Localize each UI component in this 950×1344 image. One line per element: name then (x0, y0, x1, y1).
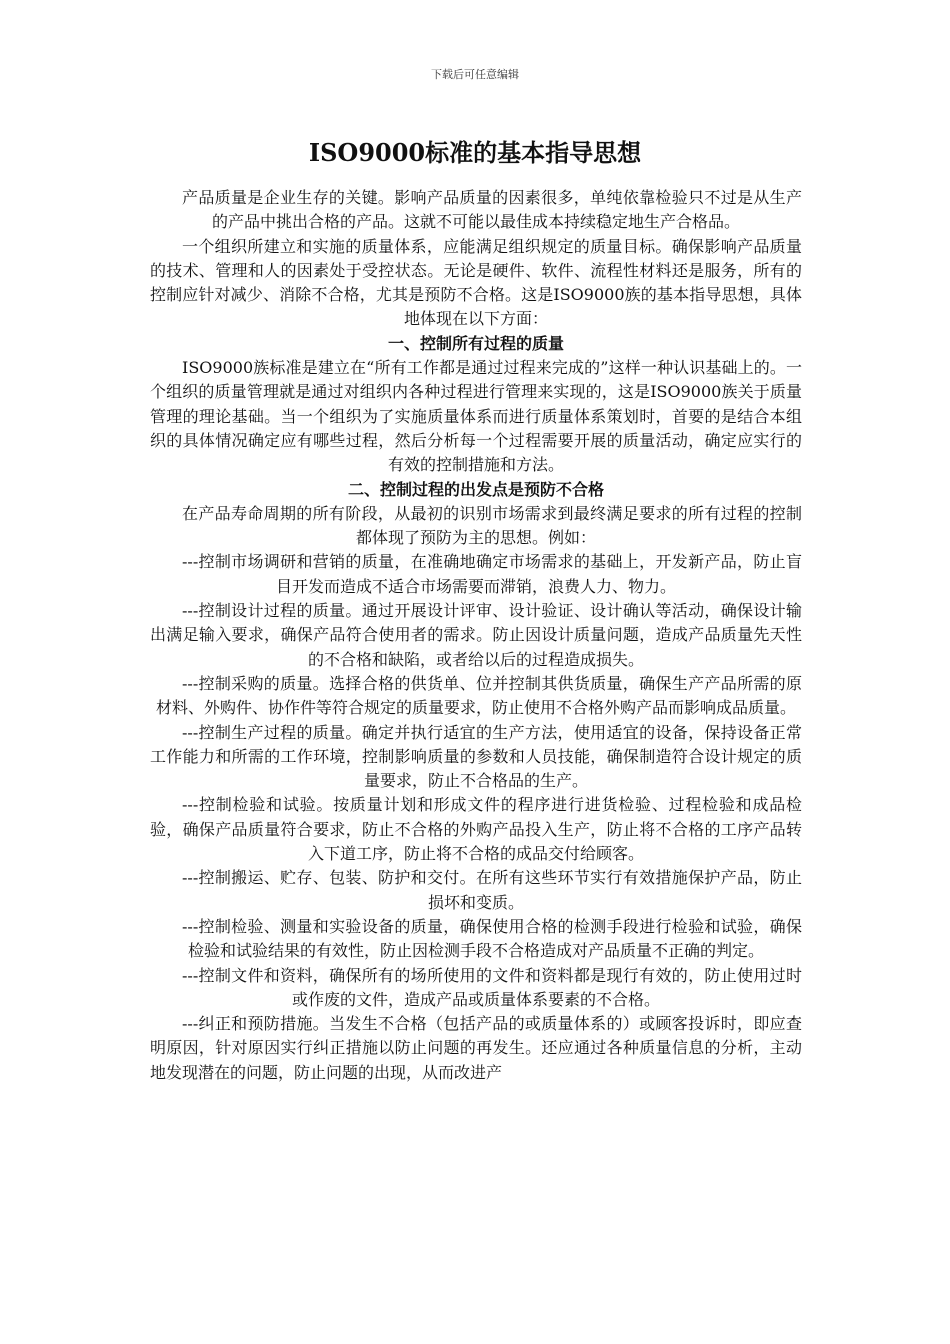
list-item-market: ---控制市场调研和营销的质量，在准确地确定市场需求的基础上，开发新产品，防止盲目开发而造成不适合市场需要而滞销，浪费人力、物力。 (182, 552, 802, 596)
list-item-documents: ---控制文件和资料，确保所有的场所使用的文件和资料都是现行有效的，防止使用过时或作废的文件，造成产品或质量体系要素的不合格。 (182, 965, 802, 1009)
list-item-inspection: ---控制检验和试验。按质量计划和形成文件的程序进行进货检验、过程检验和成品检验，确保产品质量符合要求，防止不合格的外购产品投入生产，防止将不合格的工序产品转入下道工序，防止将不合格的成品交付给顾客。 (150, 795, 802, 864)
list-item-purchasing: ---控制采购的质量。选择合格的供货单、位并控制其供货质量，确保生产产品所需的原材料、外购件、协作件等符合规定的质量要求，防止使用不合格外购产品而影响成品质量。 (155, 673, 802, 718)
section-1-heading: 一、控制所有过程的质量 (387, 333, 564, 353)
section-2-intro: 在产品寿命周期的所有阶段，从最初的识别市场需求到最终满足要求的所有过程的控制都体现了预防为主的思想。例如： (182, 503, 802, 548)
intro-paragraph-2: 一个组织所建立和实施的质量体系，应能满足组织规定的质量目标。确保影响产品质量的技术、管理和人的因素处于受控状态。无论是硬件、软件、流程性材料还是服务，所有的控制应针对减少、消除不合格，尤其是预防不合格。这是ISO9000族的基本指导思想，具体地体现在以下方面： (150, 236, 802, 329)
list-item-production: ---控制生产过程的质量。确定并执行适宜的生产方法，使用适宜的设备，保持设备正常工作能力和所需的工作环境，控制影响质量的参数和人员技能，确保制造符合设计规定的质量要求，防止不合格品的生产。 (150, 722, 802, 791)
list-item-corrective: ---纠正和预防措施。当发生不合格（包括产品的或质量体系的）或顾客投诉时，即应查明原因，针对原因实行纠正措施以防止问题的再发生。还应通过各种质量信息的分析，主动地发现潜在的问题，防止问题的出现，从而改进产 (150, 1014, 802, 1082)
section-2-heading: 二、控制过程的出发点是预防不合格 (347, 479, 604, 499)
document-body (150, 186, 802, 1085)
intro-paragraph-1: 产品质量是企业生存的关键。影响产品质量的因素很多，单纯依靠检验只不过是从生产的产品中挑出合格的产品。这就不可能以最佳成本持续稳定地生产合格品。 (182, 188, 802, 232)
section-1-paragraph: ISO9000族标准是建立在“所有工作都是通过过程来完成的”这样一种认识基础上的。一个组织的质量管理就是通过对组织内各种过程进行管理来实现的，这是ISO9000族关于质量管理的理论基础。当一个组织为了实施质量体系而进行质量体系策划时，首要的是结合本组织的具体情况确定应有哪些过程，然后分析每一个过程需要开展的质量活动，确定应实行的有效的控制措施和方法。 (150, 358, 802, 475)
document-title: ISO9000标准的基本指导思想 (308, 138, 642, 167)
header-note: 下载后可任意编辑 (431, 68, 519, 81)
list-item-design: ---控制设计过程的质量。通过开展设计评审、设计验证、设计确认等活动，确保设计输出满足输入要求，确保产品符合使用者的需求。防止因设计质量问题，造成产品质量先天性的不合格和缺陷，或者给以后的过程造成损失。 (150, 601, 802, 669)
list-item-handling: ---控制搬运、贮存、包装、防护和交付。在所有这些环节实行有效措施保护产品，防止损坏和变质。 (182, 868, 802, 912)
list-item-equipment: ---控制检验、测量和实验设备的质量，确保使用合格的检测手段进行检验和试验，确保检验和试验结果的有效性，防止因检测手段不合格造成对产品质量不正确的判定。 (182, 916, 802, 961)
